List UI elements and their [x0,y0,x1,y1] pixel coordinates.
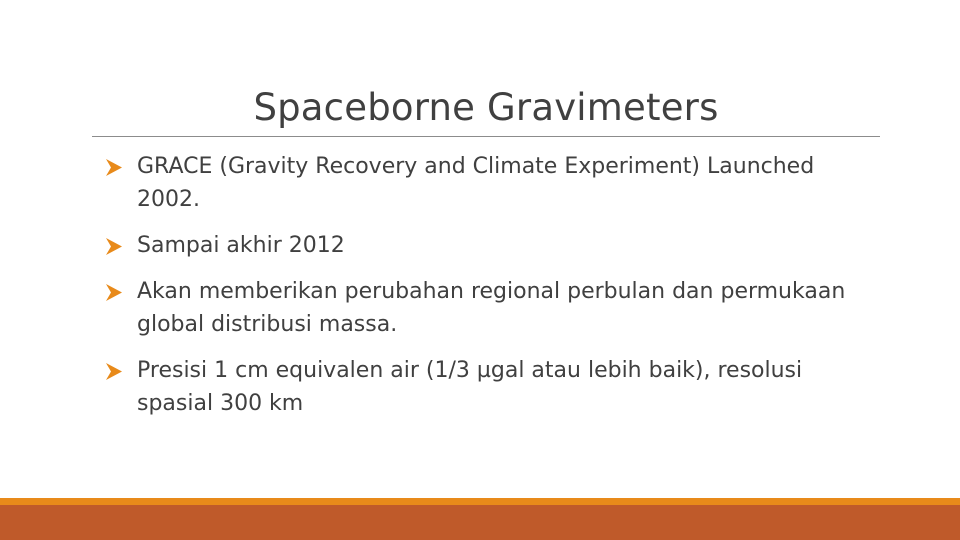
bullet-list [104,150,864,433]
bullet-item [104,354,864,420]
bullet-text: GRACE (Gravity Recovery and Climate Experiment) Launched 2002. [137,154,815,212]
bullet-item [104,150,864,216]
arrow-bullet-icon [104,158,124,177]
footer-accent-stripe [0,498,960,505]
arrow-bullet-icon [104,283,124,302]
bullet-item [104,229,864,262]
bullet-text: Akan memberikan perubahan regional perbulan dan permukaan global distribusi massa. [137,279,846,337]
title-divider [92,136,880,137]
slide-title: Spaceborne Gravimeters [253,86,719,129]
bullet-text: Sampai akhir 2012 [137,233,345,258]
bullet-item [104,275,864,341]
bullet-text: Presisi 1 cm equivalen air (1/3 µgal atau lebih baik), resolusi spasial 300 km [137,358,803,416]
arrow-bullet-icon [104,237,124,256]
arrow-bullet-icon [104,362,124,381]
footer-band [0,505,960,540]
